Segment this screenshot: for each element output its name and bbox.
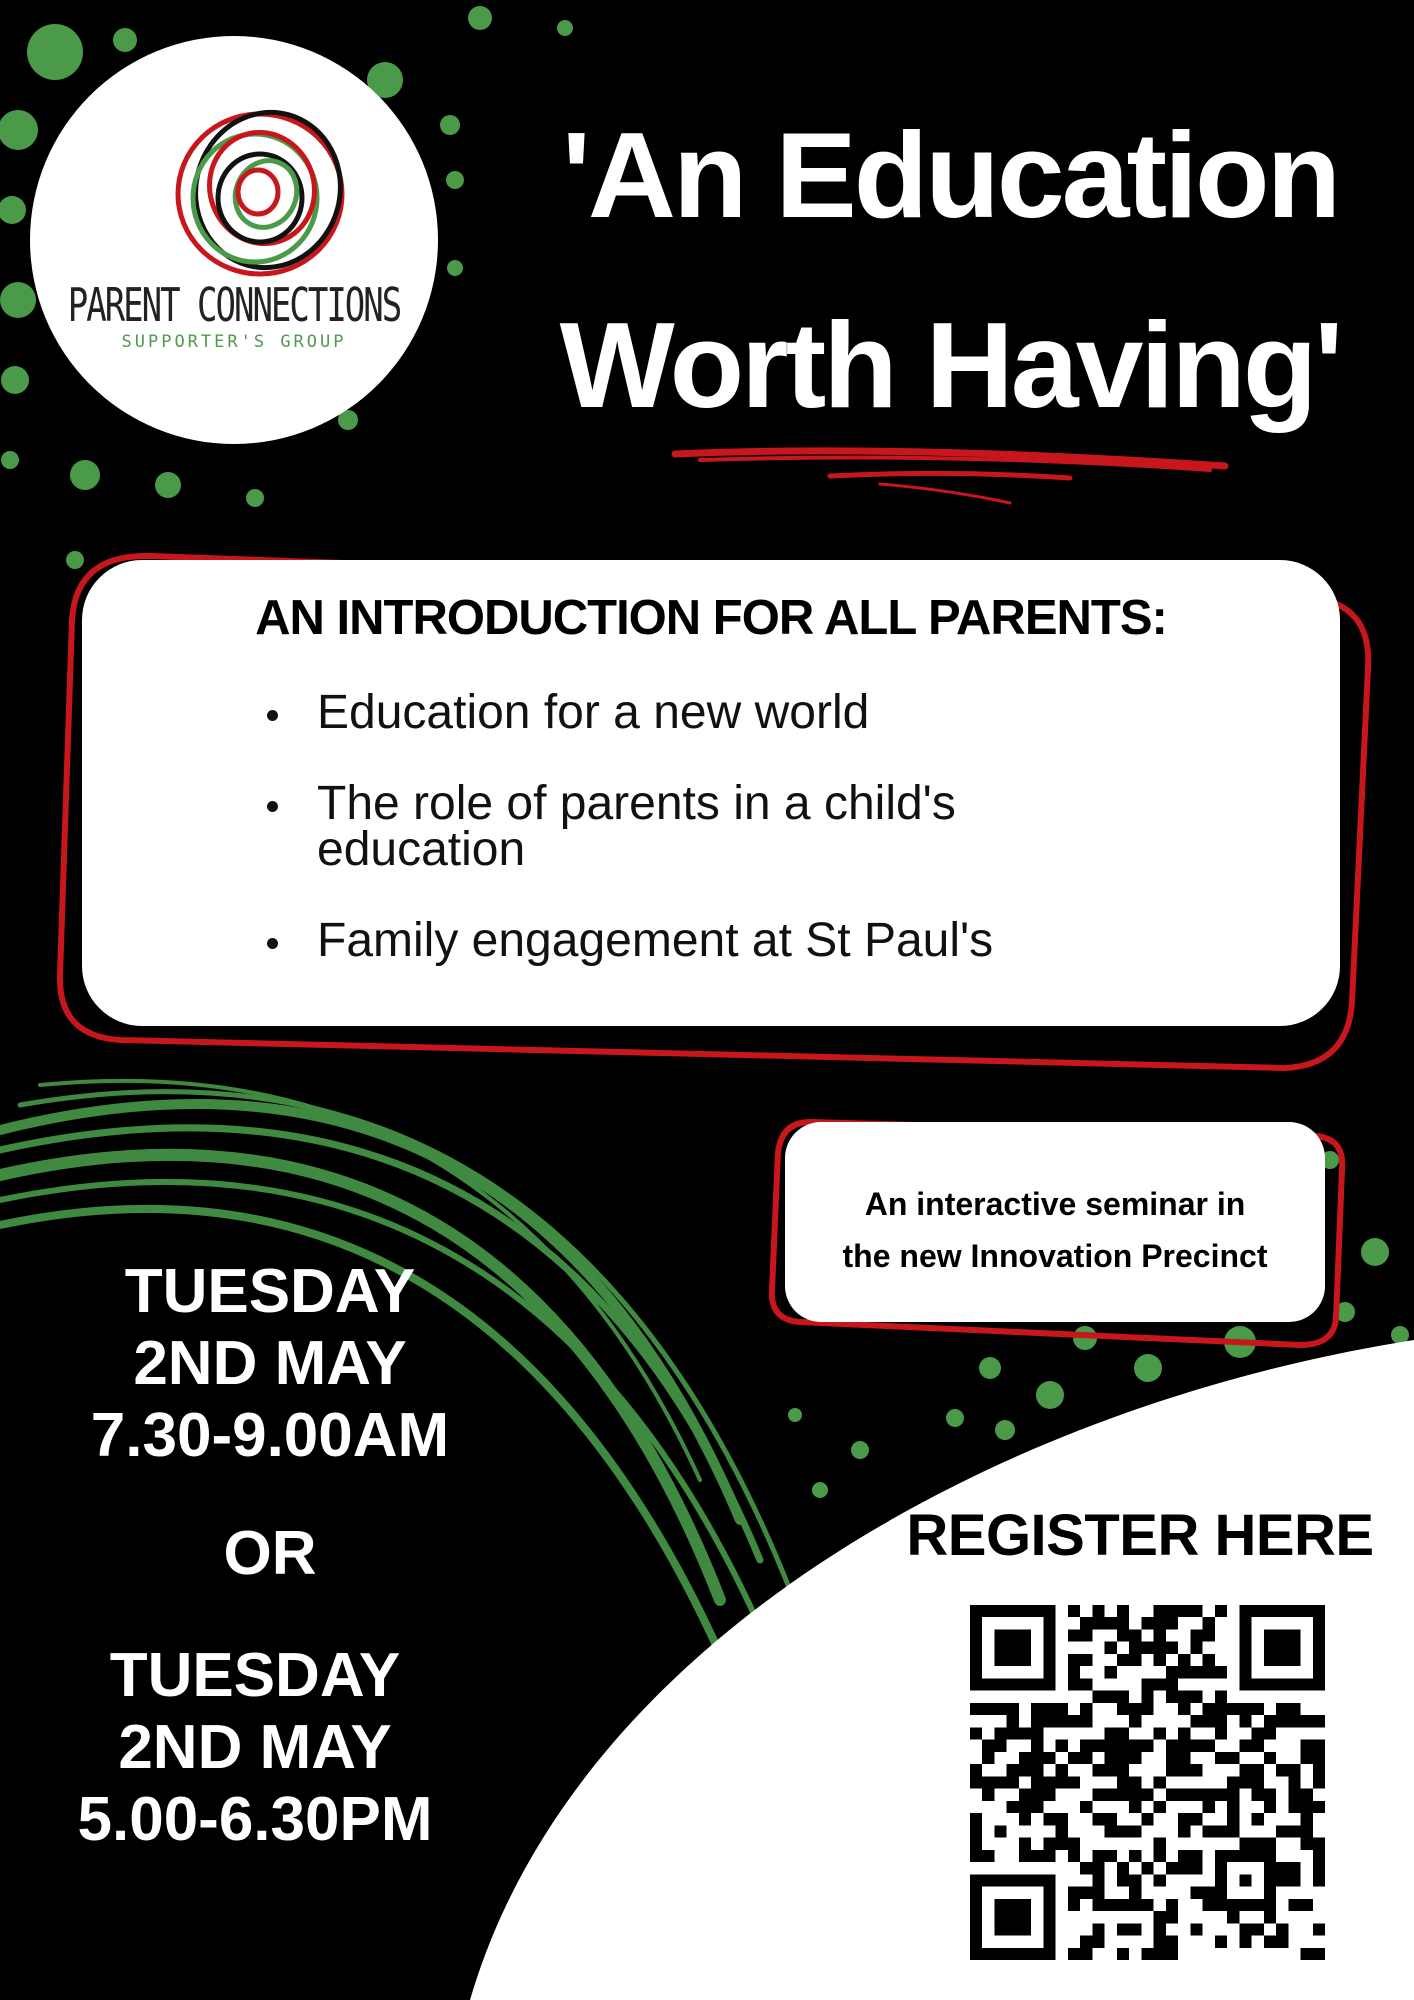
intro-heading: AN INTRODUCTION FOR ALL PARENTS: (255, 591, 1167, 645)
session-2-date: 2ND MAY (118, 1713, 392, 1782)
list-item: The role of parents in a child's education (267, 781, 1037, 873)
register-heading: REGISTER HERE (906, 1503, 1374, 1568)
session-1-time: 7.30-9.00AM (90, 1401, 450, 1470)
list-item: Family engagement at St Paul's (267, 918, 1267, 964)
title-line-2: Worth Having' (559, 297, 1341, 433)
session-2 (20, 1640, 490, 1856)
page-title (520, 80, 1380, 460)
title-line-1: 'An Education (561, 107, 1339, 243)
seminar-line-2: the new Innovation Precinct (842, 1238, 1268, 1274)
seminar-line-1: An interactive seminar in (864, 1186, 1246, 1222)
intro-panel (82, 560, 1340, 1026)
session-1-day: TUESDAY (124, 1257, 416, 1326)
session-2-time: 5.00-6.30PM (77, 1785, 433, 1854)
intro-topic-list (267, 686, 1267, 1009)
session-1 (40, 1256, 500, 1472)
session-separator: OR (223, 1519, 317, 1588)
logo-badge (30, 36, 438, 444)
session-1-date: 2ND MAY (133, 1329, 407, 1398)
logo-rings-icon (150, 94, 370, 294)
list-item: Education for a new world (267, 690, 1267, 736)
seminar-description (785, 1178, 1325, 1282)
logo-subtitle: SUPPORTER'S GROUP (121, 332, 347, 352)
logo-name: PARENT CONNECTIONS (67, 279, 401, 333)
seminar-panel (785, 1122, 1325, 1322)
qr-code-icon[interactable] (970, 1605, 1325, 1960)
session-2-day: TUESDAY (109, 1641, 401, 1710)
